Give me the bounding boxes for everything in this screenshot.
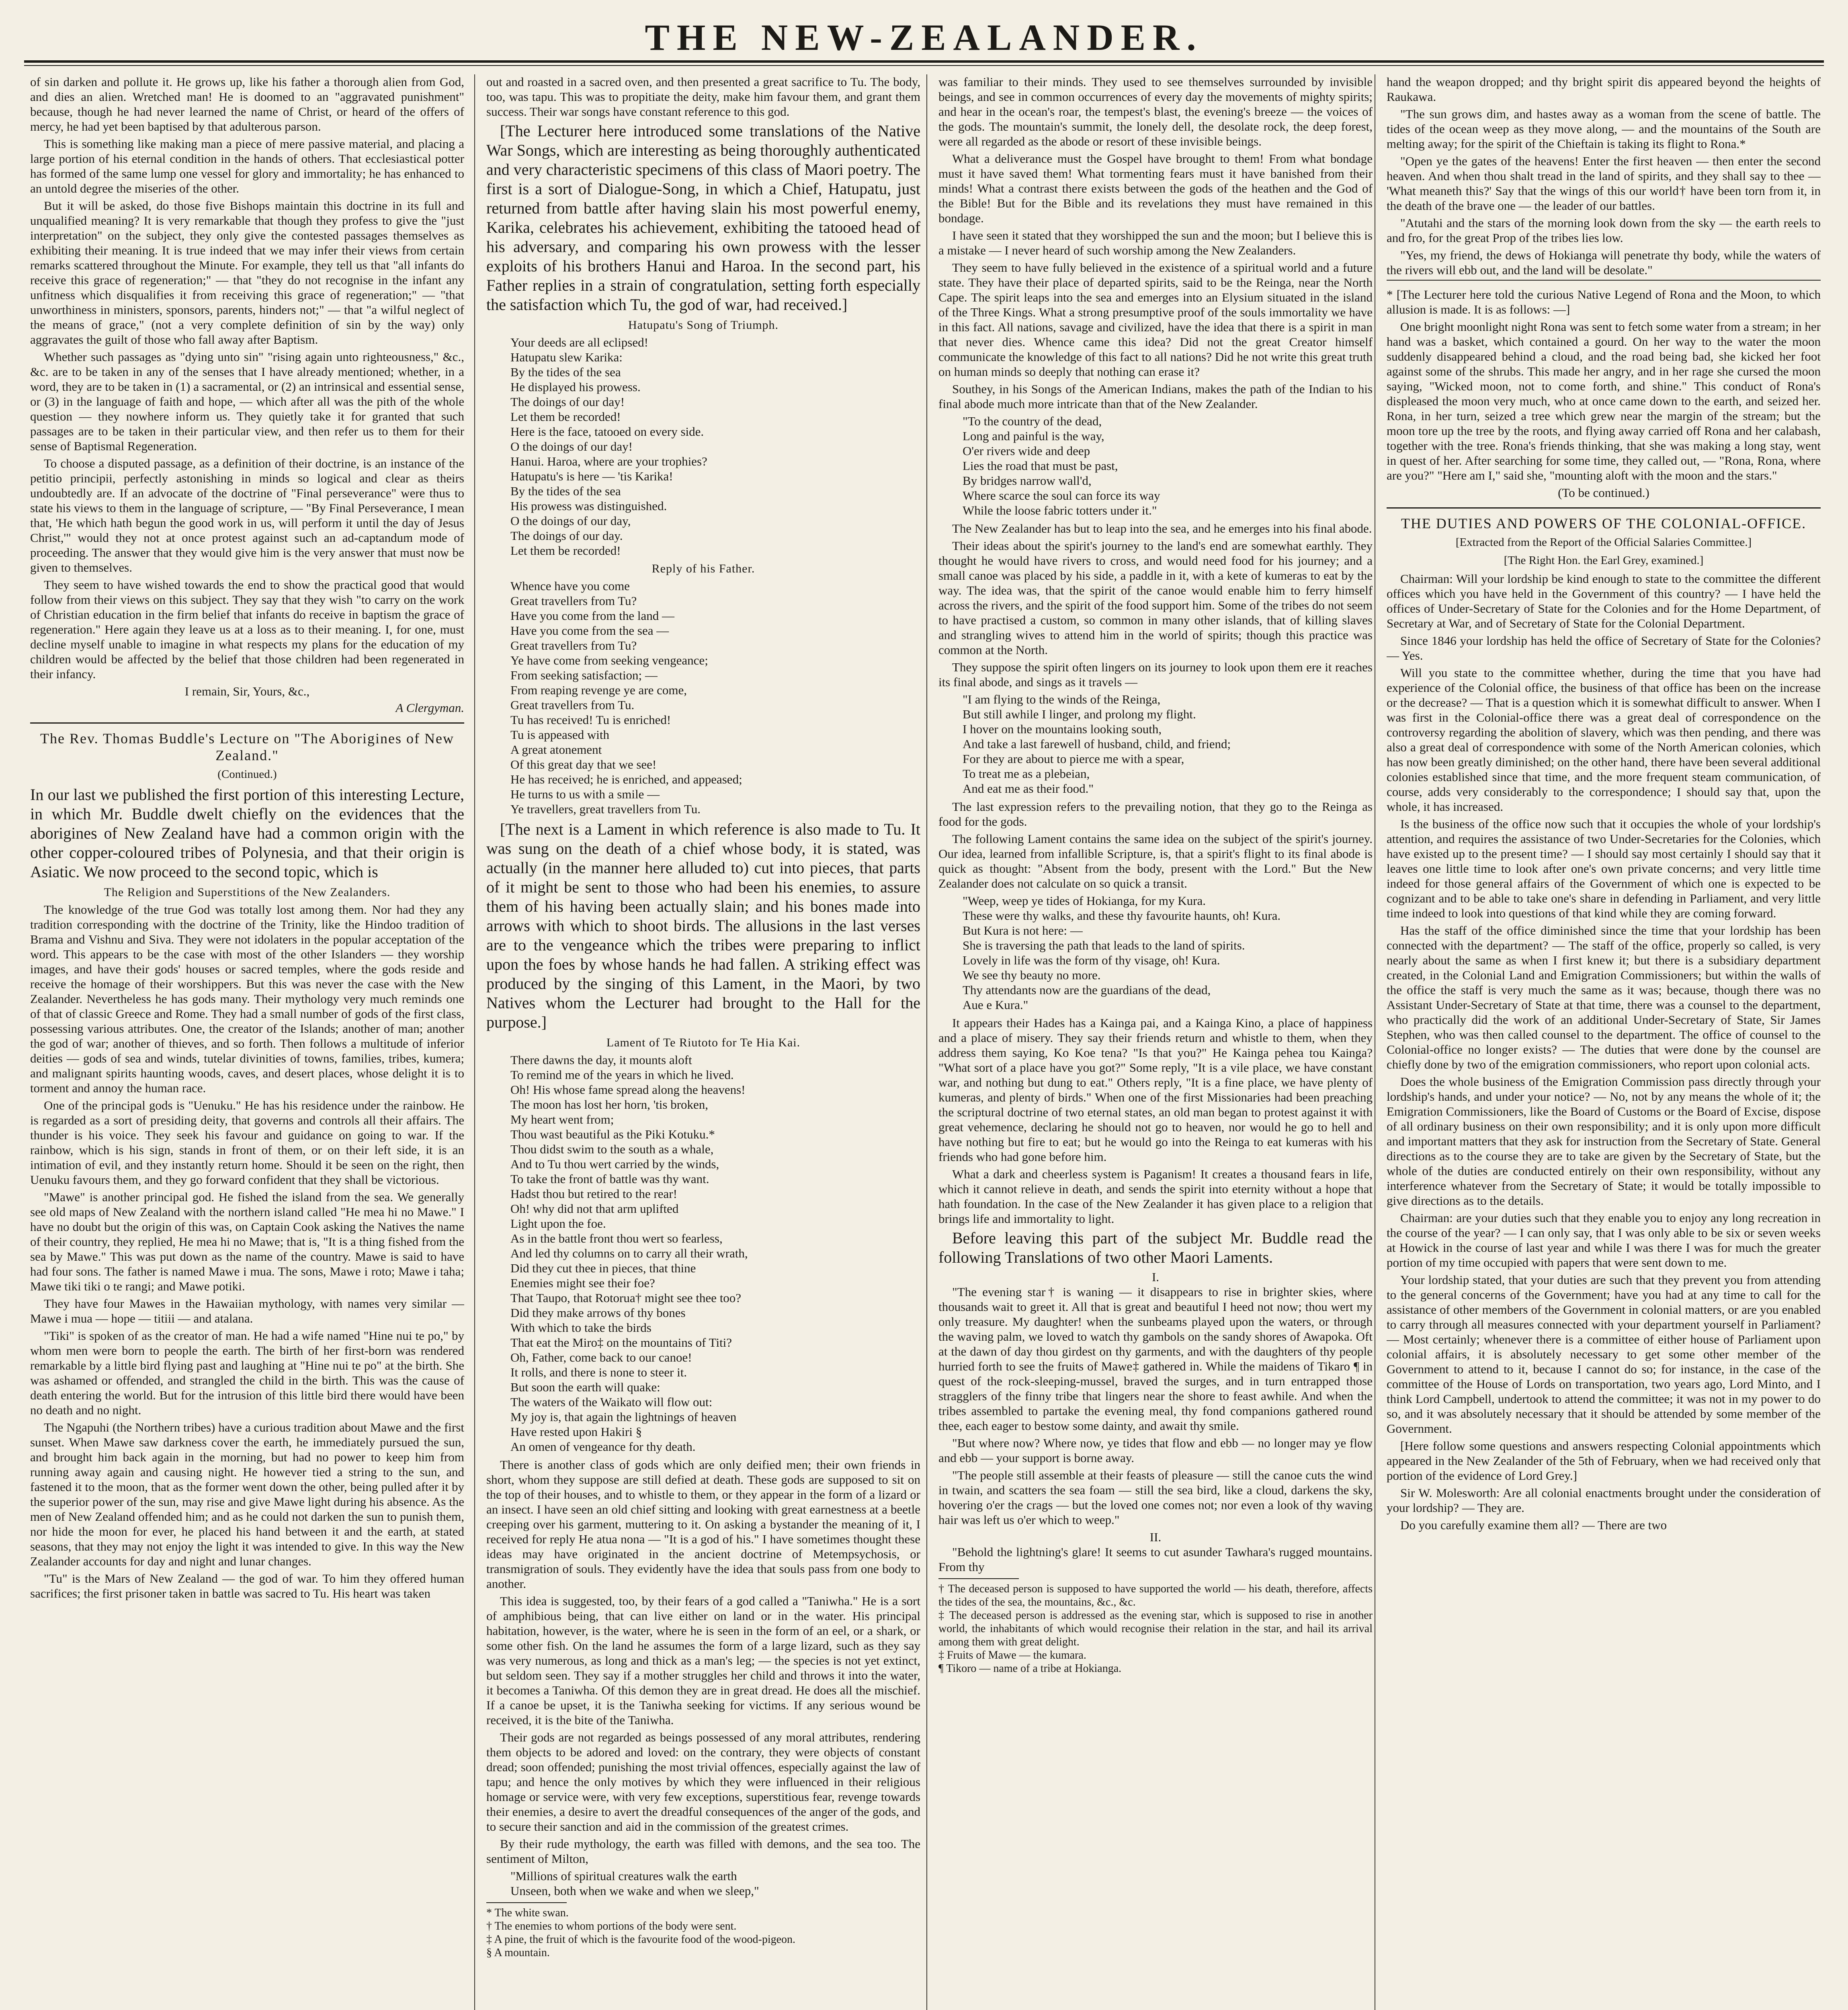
paragraph: Your lordship stated, that your duties are such that they prevent you from attending to the general concerns of the Government; have you had at any time to call for the assistance of other members of the Government in colonial matters, or are you enabled to carry through all measures connected with your department yourself in Parliament? — Most certainly; whenever there is a committee of either house of Parliament upon colonial affairs, it is absolutely necessary to get some other member of the Government to attend to it, because I cannot do so; for instance, in the case of the committee of the House of Lords on transportation, two years ago, Lord Minto, and I think Lord Campbell, undertook to attend the committee; it was not in my power to do so, and it was absolutely necessary that it should be attended by some member of the Government. <box>1387 1273 1821 1436</box>
song-lines <box>510 335 920 558</box>
text-line: Light upon the foe. <box>510 1216 606 1231</box>
text-line: Ye have come from seeking vengeance; <box>510 653 708 667</box>
text-line: By bridges narrow wall'd, <box>963 474 1092 488</box>
lament-paragraphs <box>1387 107 1821 277</box>
text-line: She is traversing the path that leads to the land of spirits. <box>963 938 1245 952</box>
text-line: Ye travellers, great travellers from Tu. <box>510 802 701 816</box>
paragraph: "Tu" is the Mars of New Zealand — the god of war. To him they offered human sacrifices; the first prisoner taken in battle was sacred to Tu. His heart was taken <box>30 1571 464 1600</box>
text-line: Let them be recorded! <box>510 410 621 424</box>
paragraph: The last expression refers to the prevailing notion, that they go to the Reinga as food for the gods. <box>938 800 1373 829</box>
text-line: That eat the Miro‡ on the mountains of Titi? <box>510 1335 732 1350</box>
paragraph: This is something like making man a piece of mere passive material, and placing a large portion of his eternal condition in the hands of others. That ecclesiastical potter has formed of the same lump one vessel for glory and immortality; he has enhanced to an untold degree the miseries of the other. <box>30 137 464 195</box>
text-line: It rolls, and there is none to steer it. <box>510 1365 687 1379</box>
text-line: Great travellers from Tu? <box>510 638 637 652</box>
text-line: By the tides of the sea <box>510 484 621 498</box>
text-line: ‡ A pine, the fruit of which is the favourite food of the wood-pigeon. <box>486 1933 796 1946</box>
text-line: Whence have you come <box>510 579 630 593</box>
text-line: He turns to us with a smile — <box>510 787 660 801</box>
text-line: † The deceased person is supposed to have supported the world — his death, therefore, affects the tides of the sea, the mountains, &c., &c. <box>938 1583 1373 1608</box>
lecture-title: The Rev. Thomas Buddle's Lecture on "The Aborigines of New Zealand." <box>40 730 454 763</box>
text-line: Have you come from the sea — <box>510 624 669 638</box>
paragraph: Whether such passages as "dying unto sin" "rising again unto righteousness," &c., &c. are to be taken in any of the senses that I have already mentioned; whether, in a word, they are to be taken in (1) a sacramental, or (2) an intrinsical and essential sense, or (3) in the language of faith and hope, — which after all was the pith of the whole question — they nowhere inform us. They quietly take it for granted that such passages are to be taken in their particular view, and then refer us to them for their sense of Baptismal Regeneration. <box>30 350 464 453</box>
paragraph: Since 1846 your lordship has held the office of Secretary of State for the Colonies? — Yes. <box>1387 634 1821 662</box>
text-line: Did they make arrows of thy bones <box>510 1306 686 1320</box>
text-line: Have rested upon Hakiri § <box>510 1425 642 1439</box>
paragraph: By their rude mythology, the earth was filled with demons, and the sea too. The sentiment of Milton, <box>486 1837 920 1866</box>
text-line: O'er rivers wide and deep <box>963 444 1090 458</box>
footnote-rule <box>938 1578 1019 1579</box>
section-heading: The Religion and Superstitions of the New Zealanders. <box>104 886 391 899</box>
paragraph: The knowledge of the true God was totally lost among them. Nor had they any tradition corresponding with the doctrine of the Trinity, like the Hindoo tradition of Brama and Vishnu and Siva. They were not idolaters in the popular acceptation of the word. This appears to be the case with most of the other Islanders — they worship images, and have their gods' houses or sacred temples, where the gods reside and receive the homage of their worshippers. But this was never the case with the New Zealander. Nevertheless he has gods many. Their mythology very much reminds one of that of classic Greece and Rome. They had a small number of gods of the first class, possessing various attributes. One, the creator of the Islands; another of man; another the god of war; another of thieves, and so forth. Then follows a multitude of inferior deities — gods of sea and winds, tutelar divinities of towns, families, tribes, kumera; and malignant spirits haunting woods, caves, and desert places, whose delight it is to torment and annoy the human race. <box>30 902 464 1095</box>
text-line: Thou didst swim to the south as a whale, <box>510 1142 714 1156</box>
text-line: "Millions of spiritual creatures walk the earth <box>510 1869 737 1883</box>
paragraph: They seem to have fully believed in the existence of a spiritual world and a future state. They have their place of departed spirits, said to be the Reinga, near the North Cape. The spirit leaps into the sea and emerges into an Elysium situated in the island of the Three Kings. What a strong presumptive proof of the souls immortality we have in this fact. All nations, savage and civilized, have the idea that there is a spirit in man that never dies. Whence came this idea? Did not the great Creator himself communicate the knowledge of this fact to all nations? Did he not write this great truth on human minds so deeply that nothing can erase it? <box>938 260 1373 379</box>
paragraph: Is the business of the office now such that it occupies the whole of your lordship's attention, and requires the assistance of two Under-Secretaries for the Colonies, which have existed up to the present time? — I should say most certainly I should say that it leaves one little time to look after one's own private concerns; and very little time indeed for those general affairs of the Government of which one is expected to be cognizant and to be able to take one's share in defending in Parliament, and very little time indeed to look into questions of that kind while they are coming forward. <box>1387 817 1821 920</box>
paragraph: Chairman: Will your lordship be kind enough to state to the committee the different offices which you have held in the Government of this country? — I have held the offices of Under-Secretary of State for the Colonies and for the Home Department, of Secretary at War, and of Secretary of State for the Colonial Department. <box>1387 572 1821 630</box>
footnotes <box>938 1582 1373 1675</box>
note-separator <box>1387 280 1821 281</box>
text-line: But still awhile I linger, and prolong my flight. <box>963 707 1196 721</box>
text-line: Where scarce the soul can force its way <box>963 488 1160 503</box>
column-divider <box>474 74 475 2010</box>
quotation-lines <box>963 893 1373 1012</box>
witness-label: [The Right Hon. the Earl Grey, examined.] <box>1504 554 1704 567</box>
paragraph: The following Lament contains the same idea on the subject of the spirit's journey. Our idea, learned from infallible Scripture, is, that a spirit's flight to its final abode is quick as thought: "Absent from the body, present with the Lord." But the New Zealander does not calculate on so quick a transit. <box>938 832 1373 890</box>
text-line: Hatupatu's is here — 'tis Karika! <box>510 469 673 483</box>
text-line: The waters of the Waikato will flow out: <box>510 1395 713 1409</box>
paragraph: "Open ye the gates of the heavens! Enter the first heaven — then enter the second heaven. And when thou shalt tread in the land of spirits, and they shall say to thee — 'What meaneth this?' Say that the wings of this our world† have been torn from it, in the death of the brave one — the leader of our battles. <box>1387 154 1821 213</box>
text-line: Great travellers from Tu? <box>510 594 637 608</box>
text-line: These were thy walks, and these thy favourite haunts, oh! Kura. <box>963 909 1281 923</box>
masthead-rule <box>24 60 1824 63</box>
masthead-title: THE NEW-ZEALANDER. <box>645 17 1203 58</box>
article-source: [Extracted from the Report of the Official Salaries Committee.] <box>1455 536 1752 549</box>
paragraph: was familiar to their minds. They used to see themselves surrounded by invisible beings, and see in common occurrences of every day the movements of mighty spirits; and hear in the ocean's roar, the tempest's blast, the evening's breeze — the voices of the gods. The mountain's summit, the lonely dell, the desolate rock, the deep forest, were all regarded as the abode or resort of these invisible beings. <box>938 75 1373 148</box>
lament-lines <box>510 1052 920 1454</box>
text-line: † The enemies to whom portions of the body were sent. <box>486 1920 737 1932</box>
continued-label: (Continued.) <box>217 768 277 781</box>
translations-intro: Before leaving this part of the subject Mr. Buddle read the following Translations of two other Maori Laments. <box>938 1229 1373 1266</box>
paragraph: "The sun grows dim, and hastes away as a woman from the scene of battle. The tides of the ocean weep as they move along, — and the mountains of the South are melting away; for the spirit of the Chieftain is taking its flight to Rona.* <box>1387 107 1821 151</box>
text-line: From reaping revenge ye are come, <box>510 683 687 697</box>
paragraph: What a dark and cheerless system is Paganism! It creates a thousand fears in life, which it cannot relieve in death, and sends the spirit into eternity without a hope that hath foundation. In the case of the New Zealander it has given place to a religion that brings life and immortality to light. <box>938 1167 1373 1226</box>
paragraph: Do you carefully examine them all? — There are two <box>1400 1518 1667 1532</box>
column-divider <box>926 74 927 2010</box>
paragraph: But it will be asked, do those five Bishops maintain this doctrine in its full and unqualified meaning? It is very remarkable that though they profess to give the "just interpretation" on the subject, they only give the contested passages themselves as exhibiting their meaning. It is true indeed that we may infer their views from certain remarks scattered throughout the Minute. For example, they tell us that "all infants do receive this grace of regeneration;" — that "they do not recognise in the infant any unfitness which disqualifies it from receiving this grace of regeneration;" — "that unworthiness in ministers, sponsors, parents, hinders not;" — that "a wilful neglect of the means of grace," (not a very complete definition of sin by the way) only aggravates the guilt of those who fall away after Baptism. <box>30 199 464 347</box>
paragraph: They suppose the spirit often lingers on its journey to look upon them ere it reaches its final abode, and sings as it travels — <box>938 660 1373 689</box>
text-line: "I am flying to the winds of the Reinga, <box>963 692 1161 706</box>
text-line: Your deeds are all eclipsed! <box>510 335 648 349</box>
text-line: Thy attendants now are the guardians of the dead, <box>963 983 1211 997</box>
text-line: ‡ Fruits of Mawe — the kumara. <box>938 1649 1086 1661</box>
lament-note: [The next is a Lament in which reference is also made to Tu. It was sung on the death of a chief whose body, it is stated, was actually (in the manner here alluded to) cut into pieces, that parts of it might be sent to those who had been his enemies, to assure them of his having been actually slain; and his bones made into arrows with which to shoot birds. The allusions in the last verses are to the vengeance which the tribes were preparing to inflict upon the foes by whose hands he had fallen. A striking effect was produced by the singing of this Lament, in the Maori, by two Natives whom the Lecturer had brought to the Hall for the purpose.] <box>486 820 920 1031</box>
text-line: Unseen, both when we wake and when we sleep," <box>510 1884 759 1898</box>
text-line: Hadst thou but retired to the rear! <box>510 1187 677 1201</box>
text-line: § A mountain. <box>486 1946 550 1959</box>
text-line: The moon has lost her horn, 'tis broken, <box>510 1097 709 1112</box>
text-line: But soon the earth will quake: <box>510 1380 660 1394</box>
text-line: Long and painful is the way, <box>963 429 1104 443</box>
text-line: We see thy beauty no more. <box>963 968 1101 982</box>
lament-number: II. <box>1149 1530 1162 1544</box>
lament-paragraphs <box>938 1284 1373 1527</box>
paragraph: To choose a disputed passage, as a definition of their doctrine, is an instance of the petitio principii, perfectly astonishing in minds so logical and clear as theirs undoubtedly are. If an advocate of the doctrine of "Final perseverance" were thus to state his views to them in the language of scripture, — "By Final Perseverance, I mean that, 'He which hath begun the good work in us, will perform it until the day of Jesus Christ,'" would they not at once protest against such an ad-captandum mode of proceeding. The answer that they would give him is the very answer that must now be given to themselves. <box>30 456 464 574</box>
letter-body <box>30 74 464 681</box>
text-line: ‡ The deceased person is addressed as the evening star, which is supposed to rise in another world, the inhabitants of which would recognise their relation in the star, and hail its arrival among them with great delight. <box>938 1609 1373 1648</box>
text-line: For they are about to pierce me with a spear, <box>963 752 1184 766</box>
text-line: Lovely in life was the form of thy visage, oh! Kura. <box>963 953 1220 967</box>
text-line: As in the battle front thou wert so fearless, <box>510 1231 723 1245</box>
masthead-rule-thin <box>24 65 1824 66</box>
text-line: Here is the face, tatooed on every side. <box>510 425 704 439</box>
paragraph: "Yes, my friend, the dews of Hokianga will penetrate thy body, while the waters of the rivers will ebb out, and the land will be desolate." <box>1387 248 1821 277</box>
text-line: Oh, Father, come back to our canoe! <box>510 1350 692 1364</box>
text-line: Hatupatu slew Karika: <box>510 350 623 364</box>
quotation-lines <box>510 1868 920 1898</box>
text-line: By the tides of the sea <box>510 365 621 379</box>
text-line: An omen of vengeance for thy death. <box>510 1440 696 1454</box>
song-title: Reply of his Father. <box>652 562 755 575</box>
article-separator <box>1387 507 1821 509</box>
paragraph: This idea is suggested, too, by their fears of a god called a "Taniwha." He is a sort of amphibious being, that can live either on land or in the water. His principal habitation, however, is the water, where he is seen in the form of an eel, or a shark, or some other fish. On the land he assumes the form of a large lizard, such as they say was very numerous, as long and thick as a man's leg; — the species is not yet extinct, but seldom seen. They say if a mother struggles her child and throws it into the water, it becomes a Taniwha. Of this demon they are in great dread. He does all the mischief. If a canoe be upset, it is the Taniwha seeking for victims. If any serious wound be received, it is the bite of the Taniwha. <box>486 1594 920 1727</box>
rona-note: * [The Lecturer here told the curious Native Legend of Rona and the Moon, to which allusion is made. It is as follows: —] <box>1387 287 1821 316</box>
letter-sign-off: I remain, Sir, Yours, &c., <box>184 684 310 698</box>
text-line: I hover on the mountains looking south, <box>963 722 1162 736</box>
text-line: Thou wast beautiful as the Piki Kotuku.* <box>510 1127 715 1141</box>
text-line: To treat me as a plebeian, <box>963 767 1090 781</box>
text-line: Enemies might see their foe? <box>510 1276 655 1290</box>
paragraph: "Behold the lightning's glare! It seems to cut asunder Tawhara's rugged mountains. From thy <box>938 1545 1373 1574</box>
paragraph: Chairman: are your duties such that they enable you to enjoy any long recreation in the course of the year? — I can only say, that I was only able to be six or seven weeks at Howick in the course of last year and while I was there I was for much the greater portion of my time occupied with papers that were sent down to me. <box>1387 1211 1821 1270</box>
text-line: "Weep, weep ye tides of Hokianga, for my Kura. <box>963 894 1206 908</box>
text-line: But Kura is not here: — <box>963 923 1083 937</box>
text-line: * The white swan. <box>486 1907 569 1919</box>
paragraph: Sir W. Molesworth: Are all colonial enactments brought under the consideration of your lordship? — They are. <box>1387 1486 1821 1515</box>
text-line: To take the front of battle was thy want. <box>510 1172 709 1186</box>
text-line: And to Tu thou wert carried by the winds, <box>510 1157 719 1171</box>
column-2 <box>486 74 920 2010</box>
testimony-paragraphs <box>1387 571 1821 1532</box>
paragraph: "Tiki" is spoken of as the creator of man. He had a wife named "Hine nui te po," by whom men were born to people the earth. The birth of her first-born was rendered remarkable by a little bird flying past and laughing at "Hine nui te po" at the birth. She was ashamed or offended, and strangled the child in the birth. This was the cause of death entering the world. But for the intrusion of this little bird there would have been no death and no night. <box>30 1329 464 1417</box>
lecture-intro: In our last we published the first portion of this interesting Lecture, in which Mr. Buddle dwelt chiefly on the evidences that the aborigines of New Zealand have had a common origin with the other copper-coloured tribes of Polynesia, and that their origin is Asiatic. We now proceed to the second topic, which is <box>30 786 464 881</box>
paragraph: The New Zealander has but to leap into the sea, and he emerges into his final abode. <box>952 521 1372 535</box>
text-line: And take a last farewell of husband, child, and friend; <box>963 737 1231 751</box>
quotation-lines <box>963 414 1373 518</box>
text-line: The doings of our day! <box>510 395 625 409</box>
lecturer-note: [The Lecturer here introduced some translations of the Native War Songs, which are interesting as being thoroughly authenticated and very characteristic specimens of this class of Maori poetry. The first is a sort of Dialogue-Song, in which a Chief, Hatupatu, just returned from battle after having slain his most powerful enemy, Karika, celebrates his achievement, exhibiting the tatooed head of his adversary, and comparing his own prowess with the lesser exploits of his brothers Hanui and Haroa. In the second part, his Father replies in a strain of congratulation, setting forth especially the satisfaction which Tu, the god of war, had received.] <box>486 122 920 314</box>
paragraph: They seem to have wished towards the end to show the practical good that would follow from their views on this subject. They say that they wish "to carry on the work of Christian education in the firm belief that infants do receive in baptism the grace of regeneration." Here again they leave us at a loss as to their meaning. I, for one, must decline myself unable to imagine in what respects my plans for the education of my children would be affected by the belief that those children had been regenerated in their infancy. <box>30 578 464 681</box>
rona-story: One bright moonlight night Rona was sent to fetch some water from a stream; in her hand was a basket, which contained a gourd. On her way to the water the moon suddenly disappeared behind a cloud, and the road being bad, she kicked her foot against some of the shrubs. This made her angry, and in her rage she cursed the moon saying, "Wicked moon, not to come forth, and shine." This conduct of Rona's displeased the moon very much, who at once came down to the earth, and seized her. Rona, in her turn, seized a tree which grew near the margin of the stream; but the moon tore up the tree by the roots, and flying away carried off Rona and her calabash, together with the tree. Rona's friends thinking, that she was making a long stay, went in quest of her. After searching for some time, they called out, — "Rona, Rona, where are you?" "Here am I," said she, "mounting aloft with the moon and the stars." <box>1387 320 1821 482</box>
text-line: O the doings of our day, <box>510 514 631 528</box>
quotation-lines <box>963 692 1373 796</box>
text-line: He displayed his prowess. <box>510 380 641 394</box>
text-line: O the doings of our day! <box>510 439 633 453</box>
text-line: There dawns the day, it mounts aloft <box>510 1053 692 1067</box>
text-line: His prowess was distinguished. <box>510 499 667 513</box>
paragraph: "Atutahi and the stars of the morning look down from the sky — the earth reels to and fro, for the great Prop of the tribes lies low. <box>1387 216 1821 245</box>
text-line: ¶ Tikoro — name of a tribe at Hokianga. <box>938 1662 1122 1675</box>
text-line: Oh! His whose fame spread along the heavens! <box>510 1083 746 1097</box>
footnotes <box>486 1906 920 1959</box>
text-line: To remind me of the years in which he lived. <box>510 1068 734 1082</box>
paragraph: Will you state to the committee whether, during the time that you have had experience of the Colonial office, the business of that office has been on the increase or the decrease? — That is a question which it is somewhat difficult to answer. When I was first in the Colonial-office there was a great deal of correspondence on the controversy regarding the abolition of slavery, which was then pending, and there was also a great deal of correspondence with some of the North American colonies, which has now been greatly diminished; on the other hand, there have been several additional colonies established since that time, and the more frequent steam communication, of course, adds very considerably to the correspondence; I should say that, upon the whole, it has increased. <box>1387 666 1821 814</box>
paragraph: I have seen it stated that they worshipped the sun and the moon; but I believe this is a mistake — I never heard of such worship among the New Zealanders. <box>938 228 1373 257</box>
paragraph: One of the principal gods is "Uenuku." He has his residence under the rainbow. He is regarded as a sort of presiding deity, that governs and controls all their affairs. The thunder is his voice. They seek his favour and guidance on going to war. If the rainbow, which is his sign, stands in front of them, or on their left side, it is an intimation of evil, and they instantly return home. Should it be seen on the right, then Uenuku favours them, and they go forward confident that they shall be victorious. <box>30 1098 464 1187</box>
lament-title: Lament of Te Riutoto for Te Hia Kai. <box>606 1036 801 1049</box>
paragraph: of sin darken and pollute it. He grows up, like his father a thorough alien from God, and dies an alien. Wretched man! He is doomed to an "aggravated punishment" because, though he had never learned the name of Christ, or heard of the offers of mercy, he had yet been baptised by that adulterous parson. <box>30 75 464 133</box>
paragraph: "The evening star† is waning — it disappears to rise in brighter skies, where thousands wait to greet it. All that is great and beautiful I heed not now; thou wert my only treasure. My daughter! when the sunbeams played upon the waters, or through the waving palm, we loved to watch thy gambols on the sandy shores of Awapoka. Oft at the dawn of day thou girdest on thy garments, and with the daughters of thy people hurried forth to see the fruits of Mawe‡ gathered in. While the maidens of Tikaro ¶ in quest of the rock-sleeping-mussel, braved the surges, and in turn entrapped those stragglers of the finny tribe that lingers near the shore to feast awhile. And when the tribes assembled to partake the evening meal, thy fond companions gathered round thee, each eager to bestow some dainty, and await thy smile. <box>938 1285 1373 1433</box>
text-line: From seeking satisfaction; — <box>510 668 658 682</box>
paragraph: Does the whole business of the Emigration Commission pass directly through your lordship's hands, and under your notice? — No, not by any means the whole of it; the Emigration Commissioners, like the Board of Customs or the Board of Excise, dispose of all ordinary business on their own responsibility; and it is only upon more difficult and important matters that they ask for instruction from the Secretary of State. General directions as to the course they are to take are given by the Secretary of State, but the whole of the duties are conducted entirely on their own responsibility, without any interference whatever from the Secretary of State; it would be totally impossible to give directions as to the details. <box>1387 1075 1821 1208</box>
text-line: He has received; he is enriched, and appeased; <box>510 772 742 786</box>
text-line: Tu is appeased with <box>510 728 609 742</box>
text-line: Oh! why did not that arm uplifted <box>510 1202 679 1216</box>
footnote-rule <box>486 1902 567 1903</box>
text-line: Have you come from the land — <box>510 609 675 623</box>
paragraph: The Ngapuhi (the Northern tribes) have a curious tradition about Mawe and the first sunset. When Mawe saw darkness cover the earth, he immediately pursued the sun, and brought him back again in the morning, but had no power to keep him from running away again and causing night. He however tied a string to the sun, and fastened it to the moon, that as the former went down the other, being pulled after it by the superior power of the sun, may rise and give Mawe light during his absence. As the men of New Zealand offended him; and as he could not darken the sun to punish them, nor hide the moon for ever, he placed his hand between it and the earth, at stated seasons, that they may not enjoy the light it was intended to give. In this way the New Zealander accounts for day and night and lunar changes. <box>30 1420 464 1568</box>
column-1 <box>30 74 464 2010</box>
paragraph: They have four Mawes in the Hawaiian mythology, with names very similar — Mawe i mua — hope — titiii — and atalana. <box>30 1296 464 1325</box>
text-line: And eat me as their food." <box>963 781 1094 796</box>
paragraph: Their ideas about the spirit's journey to the land's end are somewhat earthly. They thought he would have rivers to cross, and would need food for his journey; and a small canoe was placed by his side, a paddle in it, with a kete of kumeras to eat by the way. The idea was, that the spirit of the canoe would enable him to ferry himself across the rivers, and the spirit of the food support him. Some of the tribes do not seem to have practised a custom, so common in many other islands, that of killing slaves and strangling wives to attend him in the world of spirits; though this practice was common at the North. <box>938 539 1373 657</box>
column-4 <box>1387 74 1821 2010</box>
text-line: While the loose fabric totters under it." <box>963 503 1157 517</box>
text-line: Did they cut thee in pieces, that thine <box>510 1261 696 1275</box>
paragraph: hand the weapon dropped; and thy bright spirit dis appeared beyond the heights of Raukawa. <box>1387 75 1821 104</box>
song-lines <box>510 578 920 816</box>
paragraph: Has the staff of the office diminished since the time that your lordship has been connected with the department? — The staff of the office, properly so called, is very nearly about the same as when I first knew it; but there is a subsidiary department created, in the Colonial Land and Emigration Commissioners; but within the walls of the office the staff is very much the same as it was; because, though there was no Assistant Under-Secretary of State at that time, there was a counsel to the department, who practically did the work of an additional Under-Secretary of State, Sir James Stephen, who was then called counsel to the department. The office of counsel to the Colonial-office no longer exists? — The duties that were done by the counsel are chiefly done by two of the emigration commissioners, who report upon colonial acts. <box>1387 923 1821 1071</box>
paragraph: out and roasted in a sacred oven, and then presented a great sacrifice to Tu. The body, too, was tapu. This was to propitiate the deity, make him favour them, and grant them success. Their war songs have constant reference to this god. <box>486 75 920 119</box>
text-line: Of this great day that we see! <box>510 757 657 771</box>
text-line: The doings of our day. <box>510 529 623 543</box>
text-line: Aue e Kura." <box>963 998 1028 1012</box>
paragraph: Their gods are not regarded as beings possessed of any moral attributes, rendering them objects to be adored and loved: on the contrary, they were objects of constant dread; soon offended; punishing the most trivial offences, especially against the law of tapu; and hence the only motives by which they were influenced in their religious homage or service were, with very few exceptions, superstitious fear, revenge towards their enemies, a desire to avert the dreadful consequences of the anger of the gods, and to secure their sanction and aid in the commission of the greatest crimes. <box>486 1730 920 1834</box>
article-title: THE DUTIES AND POWERS OF THE COLONIAL-OFFICE. <box>1401 515 1807 531</box>
article-separator <box>30 722 464 724</box>
paragraph: It appears their Hades has a Kainga pai, and a Kainga Kino, a place of happiness and a place of misery. They say their friends return and whistle to them, when they address them saying, Ko Koe tena? "Is that you?" He Kainga pehea tou Kainga? "What sort of a place have you got?" Some reply, "It is a vile place, we have constant war, and nothing but dung to eat." Others reply, "It is a fine place, we have plenty of kumeras, and plenty of birds." When one of the first Missionaries had been preaching the scriptural doctrine of two eternal states, an old man began to protest against it with great vehemence, declaring he should not go to heaven, nor would he go to hell and have nothing but fire to eat; but he would go into the Reinga to eat kumeras with his friends who had gone before him. <box>938 1016 1373 1164</box>
text-line: Tu has received! Tu is enriched! <box>510 713 671 727</box>
to-be-continued: (To be continued.) <box>1558 486 1649 500</box>
paragraph: What a deliverance must the Gospel have brought to them! From what bondage must it have saved them! What tormenting fears must it have banished from their minds! What a contrast there exists between the gods of the heathen and the God of the Bible! But for the Bible and its revelations they must have remained in this bondage. <box>938 152 1373 225</box>
column-3 <box>938 74 1373 2010</box>
text-line: My heart went from; <box>510 1112 614 1126</box>
song-title: Hatupatu's Song of Triumph. <box>628 318 779 332</box>
paragraph: "Mawe" is another principal god. He fished the island from the sea. We generally see old maps of New Zealand with the northern island called "He mea hi no Mawe." I have no doubt but the origin of this was, on Captain Cook asking the Natives the name of their country, they replied, He mea hi no Mawe; that is, "It is a thing fished from the sea by Mawe." This was put down as the name of the country. Mawe is said to have had four sons. The father is named Mawe i mua. The sons, Mawe i roto; Mawe i taha; Mawe tiki tiki o te rangi; and Mawe potiki. <box>30 1190 464 1293</box>
paragraph: "The people still assemble at their feasts of pleasure — still the canoe cuts the wind in twain, and scatters the sea foam — still the sea bird, like a cloud, darkens the sky, hovering o'er the crags — but the loved one comes not; nor even a look of thy waving hair was left us o'er which to weep." <box>938 1468 1373 1527</box>
text-line: Hanui. Haroa, where are your trophies? <box>510 454 707 468</box>
text-line: With which to take the birds <box>510 1321 652 1335</box>
text-line: "To the country of the dead, <box>963 414 1102 428</box>
paragraph: There is another class of gods which are only deified men; their own friends in short, whom they suppose are still defied at death. These gods are supposed to sit on the top of their houses, and to whistle to them, or they appear in the form of a lizard or an insect. I have seen an old chief sitting and looking with great earnestness at a beetle creeping over his garment, muttering to it. On asking a bystander the meaning of it, I received for reply He atua nona — "It is a god of his." I have sometimes thought these ideas may have originated in the ancient doctrine of Metempsychosis, or transmigration of souls. They evidently have the idea that souls pass from one body to another. <box>486 1458 920 1591</box>
text-line: A great atonement <box>510 742 602 757</box>
paragraph: [Here follow some questions and answers respecting Colonial appointments which appeared in the New Zealander of the 5th of February, when we had received only that portion of the evidence of Lord Grey.] <box>1387 1439 1821 1483</box>
text-line: That Taupo, that Rotorua† might see thee too? <box>510 1291 742 1305</box>
letter-signature: A Clergyman. <box>395 701 464 715</box>
text-line: Let them be recorded! <box>510 544 621 558</box>
text-line: Great travellers from Tu. <box>510 698 635 712</box>
text-line: Lies the road that must be past, <box>963 459 1118 473</box>
text-line: My joy is, that again the lightnings of heaven <box>510 1410 737 1424</box>
lament-number: I. <box>1151 1270 1160 1284</box>
text-line: And led thy columns on to carry all their wrath, <box>510 1246 748 1260</box>
paragraph: Southey, in his Songs of the American Indians, makes the path of the Indian to his final abode much more intricate than that of the New Zealander. <box>938 382 1373 411</box>
paragraph: "But where now? Where now, ye tides that flow and ebb — no longer may ye flow and ebb — your support is borne away. <box>938 1436 1373 1465</box>
